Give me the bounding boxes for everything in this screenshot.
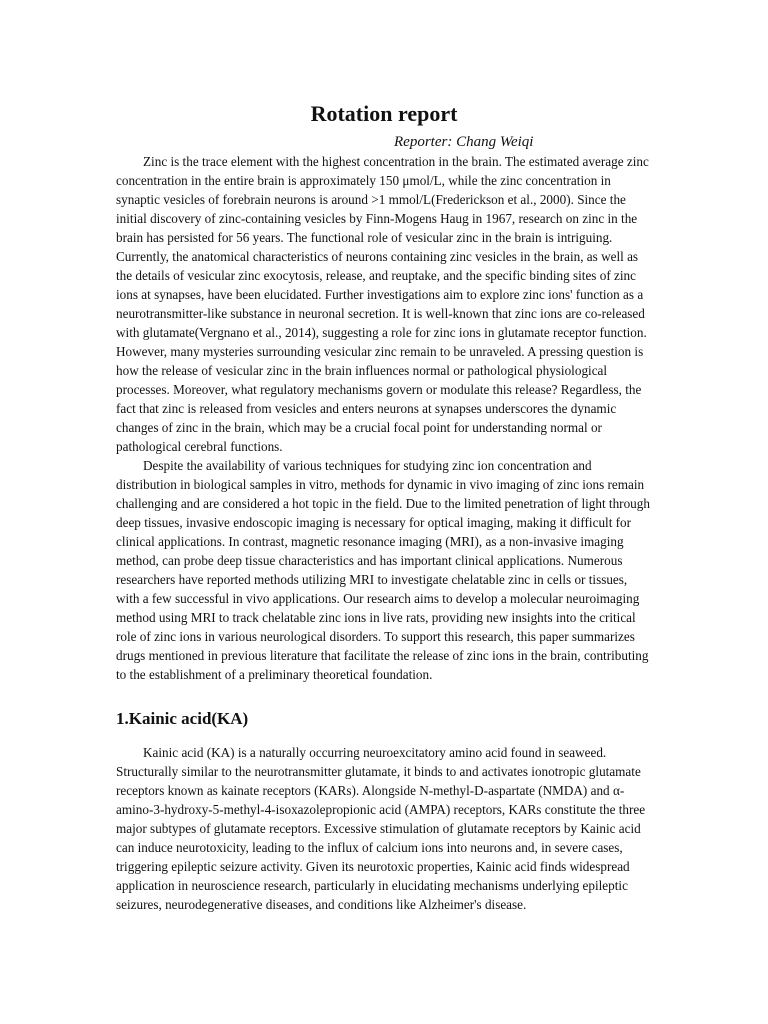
intro-paragraph-1: Zinc is the trace element with the highest concentration in the brain. The estimated average zinc concentration in the entire brain is approximately 150 μmol/L, while the zinc concentration in synaptic vesicles of forebrain neurons is around >1 mmol/L(Frederickson et al., 2000). Since the initial discovery of zinc-containing vesicles by Finn-Mogens Haug in 1967, research on zinc in the brain has persisted for 56 years. The functional role of vesicular zinc in the brain is intriguing. Currently, the anatomical characteristics of neurons containing zinc vesicles in the brain, as well as the details of vesicular zinc exocytosis, release, and reuptake, and the specific binding sites of zinc ions at synapses, have been elucidated. Further investigations aim to explore zinc ions' function as a neurotransmitter-like substance in neuronal secretion. It is well-known that zinc ions are co-released with glutamate(Vergnano et al., 2014), suggesting a role for zinc ions in glutamate receptor function. However, many mysteries surrounding vesicular zinc remain to be unraveled. A pressing question is how the release of vesicular zinc in the brain influences normal or pathological physiological processes. Moreover, what regulatory mechanisms govern or modulate this release? Regardless, the fact that zinc is released from vesicles and enters neurons at synapses underscores the dynamic changes of zinc in the brain, which may be a crucial focal point for understanding normal or pathological cerebral functions. — [116, 154, 649, 454]
reporter-line: Reporter: Chang Weiqi — [394, 134, 534, 150]
intro-paragraph-2: Despite the availability of various techniques for studying zinc ion concentration and distribution in biological samples in vitro, methods for dynamic in vivo imaging of zinc ions remain challenging and are considered a hot topic in the field. Due to the limited penetration of light through deep tissues, invasive endoscopic imaging is necessary for optical imaging, making it difficult for clinical applications. In contrast, magnetic resonance imaging (MRI), as a non-invasive imaging method, can probe deep tissue characteristics and has important clinical applications. Numerous researchers have reported methods utilizing MRI to investigate chelatable zinc in cells or tissues, with a few successful in vivo applications. Our research aims to develop a molecular neuroimaging method using MRI to track chelatable zinc ions in live rats, providing new insights into the critical role of zinc ions in various neurological disorders. To support this research, this paper summarizes drugs mentioned in previous literature that facilitate the release of zinc ions in the brain, contributing to the establishment of a preliminary theoretical foundation. — [116, 458, 650, 682]
section-heading-kainic-acid: 1.Kainic acid(KA) — [116, 709, 249, 728]
section-paragraph-kainic-acid: Kainic acid (KA) is a naturally occurring neuroexcitatory amino acid found in seaweed. Structurally similar to the neurotransmitter glutamate, it binds to and activates ionotropic glutamate receptors known as kainate receptors (KARs). Alongside N-methyl-D-aspartate (NMDA) and α-amino-3-hydroxy-5-methyl-4-isoxazolepropionic acid (AMPA) receptors, KARs constitute the three major subtypes of glutamate receptors. Excessive stimulation of glutamate receptors by Kainic acid can induce neurotoxicity, leading to the influx of calcium ions into neurons and, in severe cases, triggering epileptic seizure activity. Given its neurotoxic properties, Kainic acid finds widespread application in neuroscience research, particularly in elucidating mechanisms underlying epileptic seizures, neurodegenerative diseases, and conditions like Alzheimer's disease. — [116, 745, 646, 912]
document-title: Rotation report — [310, 101, 458, 126]
document-page — [116, 96, 652, 914]
